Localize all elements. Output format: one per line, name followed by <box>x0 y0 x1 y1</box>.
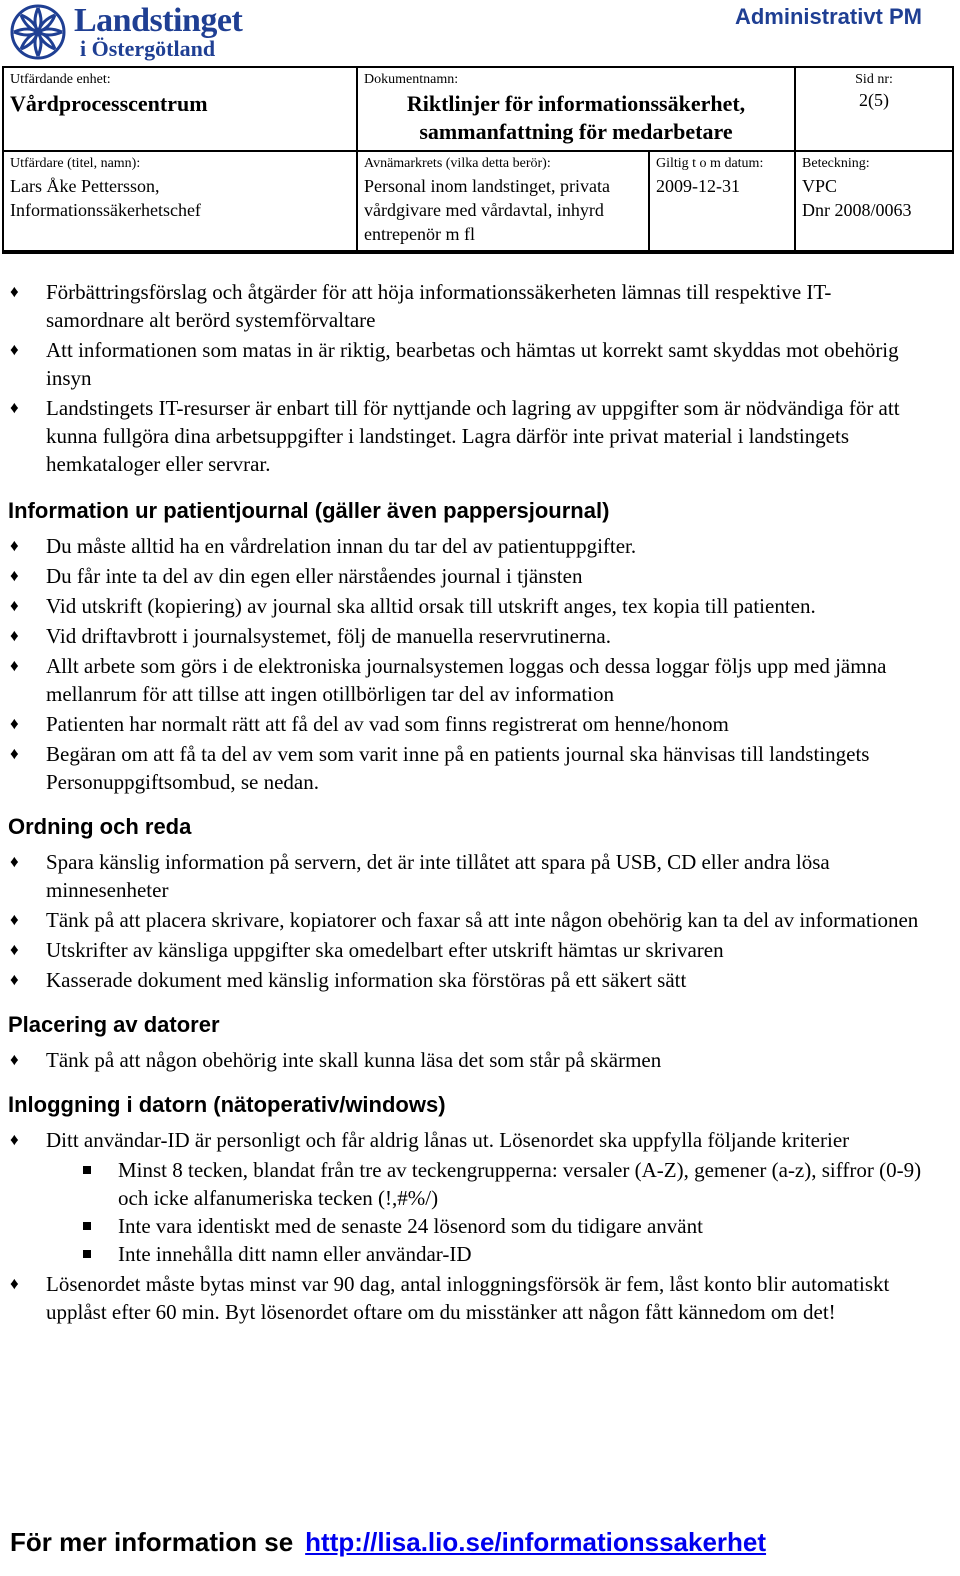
audience-line1: Personal inom landstinget, privata <box>364 176 610 196</box>
list-item: ♦ Landstingets IT-resurser är enbart till för nyttjande och lagring av uppgifter som är nödvändiga för att kunna fullgöra dina arbetsuppgifter i landstinget. Lagra därför inte privat material i landstingets hemkataloger eller servrar. <box>10 396 900 476</box>
document-meta-table <box>2 66 954 254</box>
logo-title: Landstinget <box>74 2 243 39</box>
diamond-bullet-icon: ♦ <box>10 940 19 959</box>
audience-line2: vårdgivare med vårdavtal, inhyrd <box>364 200 604 220</box>
list-item: ♦ Spara känslig information på servern, det är inte tillåtet att spara på USB, CD eller andra lösa minnesenheter <box>10 850 830 902</box>
document-type: Administrativt PM <box>734 4 922 29</box>
diamond-bullet-icon: ♦ <box>10 1050 19 1069</box>
list-item: ♦ Vid driftavbrott i journalsystemet, följ de manuella reservrutinerna. <box>10 624 611 648</box>
footer <box>10 1527 766 1558</box>
section-heading-login: Inloggning i datorn (nätoperativ/windows) <box>8 1092 446 1117</box>
journal-list <box>8 532 928 796</box>
issuer-label: Utfärdare (titel, namn): <box>10 156 141 171</box>
list-item: ♦ Patienten har normalt rätt att få del av vad som finns registrerat om henne/honom <box>10 712 729 736</box>
password-criteria-list <box>8 1156 928 1268</box>
page-number-cell <box>795 67 953 151</box>
list-item: ♦ Ditt användar-ID är personligt och får aldrig lånas ut. Lösenordet ska uppfylla följande kriterier <box>10 1128 850 1152</box>
intro-list <box>8 278 928 478</box>
designation-cell <box>795 151 953 252</box>
document-name-line2: sammanfattning för medarbetare <box>419 119 733 144</box>
list-item: Minst 8 tecken, blandat från tre av teckengrupperna: versaler (A-Z), gemener (a-z), siffror (0-9) och icke alfanumeriska tecken (!,#%/) <box>8 1156 928 1212</box>
diamond-bullet-icon: ♦ <box>10 910 19 929</box>
list-item: ♦ Utskrifter av känsliga uppgifter ska omedelbart efter utskrift hämtas ur skrivaren <box>10 938 724 962</box>
issuing-unit-cell <box>3 67 357 151</box>
document-body <box>8 278 928 1328</box>
star-emblem-icon <box>8 2 68 62</box>
diamond-bullet-icon: ♦ <box>10 714 19 733</box>
list-item: ♦ Vid utskrift (kopiering) av journal ska alltid orsak till utskrift anges, tex kopia till patienten. <box>10 594 816 618</box>
issuing-unit-value: Vårdprocesscentrum <box>10 91 208 116</box>
document-name-cell <box>357 67 795 151</box>
list-item: ♦ Du måste alltid ha en vårdrelation innan du tar del av patientuppgifter. <box>10 534 637 558</box>
list-item: ♦ Allt arbete som görs i de elektroniska journalsystemen loggas och dessa loggar följs upp med jämna mellanrum för att tillse att ingen otillbörligen tar del av information <box>10 654 887 706</box>
list-item: ♦ Att informationen som matas in är riktig, bearbetas och hämtas ut korrekt samt skyddas mot obehörig insyn <box>10 338 899 390</box>
square-bullet-icon <box>83 1250 91 1258</box>
document-name-label: Dokumentnamn: <box>364 72 459 87</box>
list-item: Inte vara identiskt med de senaste 24 lösenord som du tidigare använt <box>8 1212 928 1240</box>
list-item: Inte innehålla ditt namn eller användar-ID <box>8 1240 928 1268</box>
logo <box>8 2 268 66</box>
valid-until-cell <box>649 151 795 252</box>
diamond-bullet-icon: ♦ <box>10 970 19 989</box>
audience-cell <box>357 151 649 252</box>
page-number-value: 2(5) <box>859 90 890 110</box>
footer-text: För mer information se <box>10 1527 294 1557</box>
designation-label: Beteckning: <box>802 156 870 171</box>
section-heading-journal: Information ur patientjournal (gäller även pappersjournal) <box>8 498 610 523</box>
list-item: ♦ Tänk på att placera skrivare, kopiatorer och faxar så att inte någon obehörig kan ta del av informationen <box>10 908 919 932</box>
document-name-line1: Riktlinjer för informationssäkerhet, <box>406 91 746 116</box>
order-list <box>8 848 928 994</box>
diamond-bullet-icon: ♦ <box>10 340 19 359</box>
list-item: ♦ Du får inte ta del av din egen eller närståendes journal i tjänsten <box>10 564 583 588</box>
list-item: ♦ Kasserade dokument med känslig information ska förstöras på ett säkert sätt <box>10 968 687 992</box>
issuer-line2: Informationssäkerhetschef <box>10 200 201 220</box>
diamond-bullet-icon: ♦ <box>10 1274 19 1293</box>
diamond-bullet-icon: ♦ <box>10 852 19 871</box>
list-item: ♦ Förbättringsförslag och åtgärder för att höja informationssäkerheten lämnas till respektive IT-samordnare alt berörd systemförvaltare <box>10 280 832 332</box>
audience-label: Avnämarkrets (vilka detta berör): <box>364 156 551 171</box>
section-heading-order: Ordning och reda <box>8 814 192 839</box>
diamond-bullet-icon: ♦ <box>10 596 19 615</box>
section-heading-placement: Placering av datorer <box>8 1012 220 1037</box>
logo-subtitle: i Östergötland <box>80 36 216 61</box>
diamond-bullet-icon: ♦ <box>10 282 19 301</box>
diamond-bullet-icon: ♦ <box>10 398 19 417</box>
list-item: ♦ Begäran om att få ta del av vem som varit inne på en patients journal ska hänvisas till landstingets Personuppgiftsombud, se nedan. <box>10 742 870 794</box>
placement-list <box>8 1046 928 1074</box>
designation-line1: VPC <box>802 176 838 196</box>
designation-line2: Dnr 2008/0063 <box>802 200 912 220</box>
diamond-bullet-icon: ♦ <box>10 744 19 763</box>
login-list <box>8 1126 928 1154</box>
login-list-continued <box>8 1270 928 1326</box>
audience-line3: entrepenör m fl <box>364 224 475 244</box>
diamond-bullet-icon: ♦ <box>10 656 19 675</box>
list-item: ♦ Lösenordet måste bytas minst var 90 dag, antal inloggningsförsök är fem, låst konto blir automatiskt upplåst efter 60 min. Byt lösenordet oftare om du misstänker att någon fått kännedom om det! <box>10 1272 890 1324</box>
page-number-label: Sid nr: <box>855 72 893 87</box>
info-link[interactable]: http://lisa.lio.se/informationssakerhet <box>305 1527 767 1557</box>
diamond-bullet-icon: ♦ <box>10 626 19 645</box>
issuing-unit-label: Utfärdande enhet: <box>10 72 111 87</box>
list-item: ♦ Tänk på att någon obehörig inte skall kunna läsa det som står på skärmen <box>10 1048 662 1072</box>
valid-until-label: Giltig t o m datum: <box>656 156 764 171</box>
diamond-bullet-icon: ♦ <box>10 1130 19 1149</box>
diamond-bullet-icon: ♦ <box>10 536 19 555</box>
issuer-cell <box>3 151 357 252</box>
square-bullet-icon <box>83 1222 91 1230</box>
square-bullet-icon <box>83 1166 91 1174</box>
valid-until-value: 2009-12-31 <box>656 176 740 196</box>
diamond-bullet-icon: ♦ <box>10 566 19 585</box>
issuer-line1: Lars Åke Pettersson, <box>10 176 160 196</box>
